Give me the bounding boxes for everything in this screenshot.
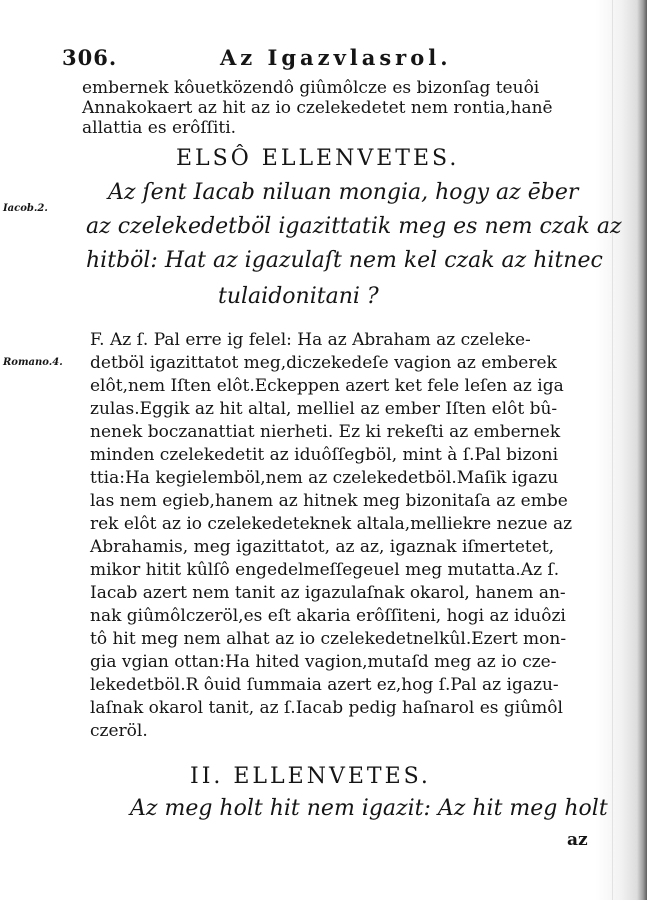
objection-line: Az ſent Iacab niluan mongia, hogy az ēber bbox=[108, 180, 579, 205]
text-line: Iacab azert nem tanit az igazulaſnak okarol, hanem an- bbox=[90, 583, 566, 603]
text-line: elôt,nem Iſten elôt.Eckeppen azert ket fele leſen az iga bbox=[90, 376, 564, 396]
text-line: gia vgian ottan:Ha hited vagion,mutaſd meg az io cze- bbox=[90, 652, 557, 672]
text-line: nenek boczanattiat nierheti. Ez ki rekeſti az embernek bbox=[90, 422, 561, 442]
text-line: embernek kôuetközendô giûmôlcze es bizonſag teuôi bbox=[82, 78, 540, 98]
section-heading-2: II. ELLENVETES. bbox=[190, 764, 431, 789]
objection-line: az czelekedetböl igazittatik meg es nem czak az bbox=[86, 214, 622, 239]
text-line: rek elôt az io czelekedeteknek altala,melliekre nezue az bbox=[90, 514, 573, 534]
text-line: Annakokaert az hit az io czelekedetet nem rontia,hanē bbox=[82, 98, 553, 118]
page-fold-shadow bbox=[612, 0, 613, 900]
text-line: Abrahamis, meg igazittatot, az az, igaznak iſmertetet, bbox=[90, 537, 555, 557]
text-line: ttia:Ha kegielemböl,nem az czelekedetböl.Maſik igazu bbox=[90, 468, 559, 488]
text-line: nak giûmôlczeröl,es eſt akaria erôſſiteni, hogi az iduôzi bbox=[90, 606, 566, 626]
running-title: Az Igazvlasrol. bbox=[220, 45, 452, 70]
text-line: allattia es erôſſiti. bbox=[82, 118, 237, 138]
objection-line: hitböl: Hat az igazulaſt nem kel czak az hitnec bbox=[86, 248, 603, 273]
text-line: detböl igazittatot meg,diczekedeſe vagion az emberek bbox=[90, 353, 557, 373]
text-line: tô hit meg nem alhat az io czelekedetnelkûl.Ezert mon- bbox=[90, 629, 567, 649]
margin-note-iacob: Iacob.2. bbox=[3, 203, 48, 214]
section-heading-1: ELSÔ ELLENVETES. bbox=[176, 146, 460, 171]
text-line: las nem egieb,hanem az hitnek meg bizonitaſa az embe bbox=[90, 491, 568, 511]
page-number: 306. bbox=[62, 45, 118, 70]
text-line: mikor hitit kûlſô engedelmeſſegeuel meg mutatta.Az ſ. bbox=[90, 560, 560, 580]
text-line: zulas.Eggik az hit altal, melliel az ember Iſten elôt bû- bbox=[90, 399, 558, 419]
objection-line: Az meg holt hit nem igazit: Az hit meg holt bbox=[130, 796, 608, 821]
margin-note-romano: Romano.4. bbox=[3, 357, 63, 368]
catchword: az bbox=[567, 830, 588, 850]
text-line: laſnak okarol tanit, az ſ.Iacab pedig haſnarol es giûmôl bbox=[90, 698, 563, 718]
text-line: minden czelekedetit az iduôſſegböl, mint à ſ.Pal bizoni bbox=[90, 445, 559, 465]
page-edge-shadow bbox=[637, 0, 647, 900]
text-line: F. Az ſ. Pal erre ig felel: Ha az Abraham az czeleke- bbox=[90, 330, 531, 350]
text-line: lekedetböl.R ôuid ſummaia azert ez,hog ſ.Pal az igazu- bbox=[90, 675, 559, 695]
objection-line: tulaidonitani ? bbox=[218, 284, 379, 309]
text-line: czeröl. bbox=[90, 721, 148, 741]
page-header bbox=[62, 45, 622, 73]
